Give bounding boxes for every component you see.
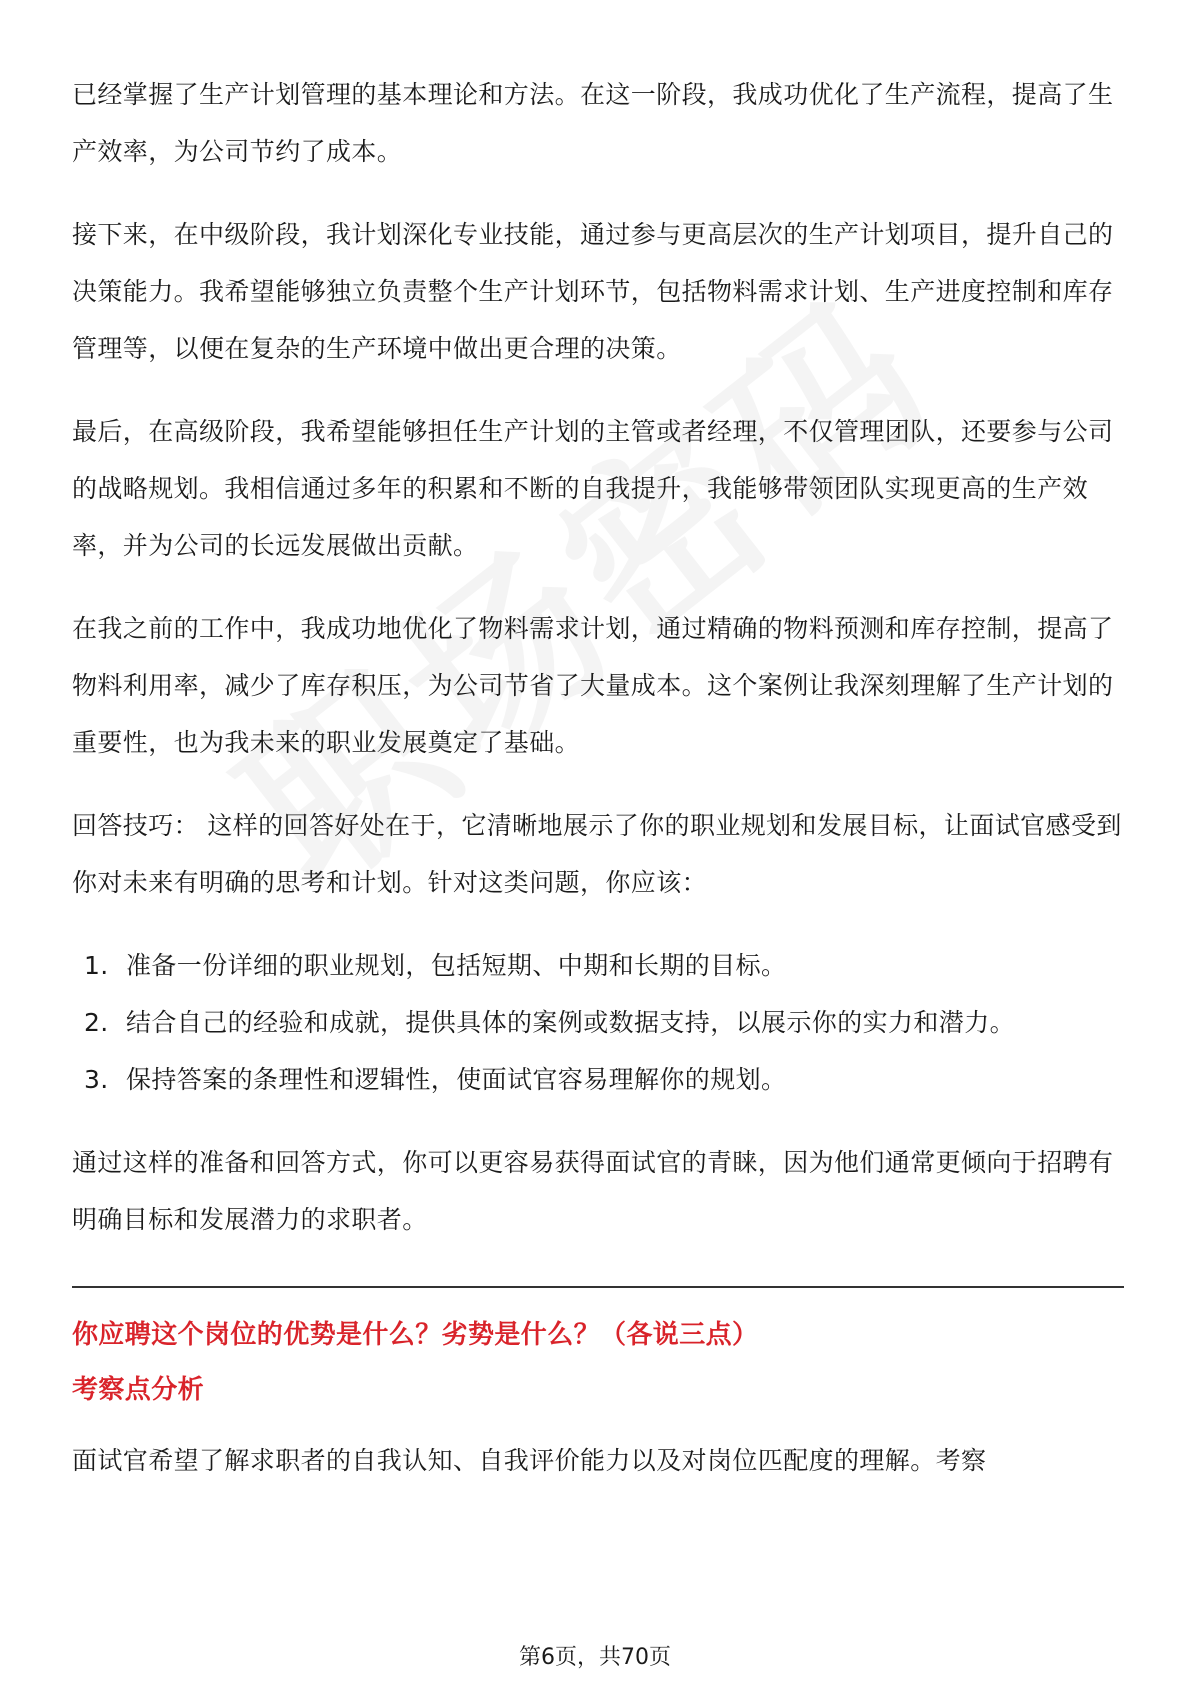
paragraph-analysis-intro: 面试官希望了解求职者的自我认知、自我评价能力以及对岗位匹配度的理解。考察 [72,1446,987,1475]
analysis-subheading: 考察点分析 [72,1375,205,1405]
paragraph-case: 在我之前的工作中，我成功地优化了物料需求计划，通过精确的物料预测和库存控制，提高了物料利用率，减少了库存积压，为公司节省了大量成本。这个案例让我深刻理解了生产计划的重要性，也为我未来的职业发展奠定了基础。 [72,614,1114,757]
list-item [72,937,1124,994]
tips-list [72,937,1124,1108]
paragraph-senior-stage: 最后，在高级阶段，我希望能够担任生产计划的主管或者经理，不仅管理团队，还要参与公司的战略规划。我相信通过多年的积累和不断的自我提升，我能够带领团队实现更高的生产效率，并为公司的长远发展做出贡献。 [72,417,1114,560]
paragraph-answer-tips: 回答技巧： 这样的回答好处在于，它清晰地展示了你的职业规划和发展目标，让面试官感受到你对未来有明确的思考和计划。针对这类问题，你应该： [72,811,1122,897]
page-number: 第6页，共70页 [519,1645,671,1670]
section-divider [72,1286,1124,1288]
paragraph-closing: 通过这样的准备和回答方式，你可以更容易获得面试官的青睐，因为他们通常更倾向于招聘有明确目标和发展潜力的求职者。 [72,1148,1114,1234]
list-number: 1. [84,951,109,980]
list-item [72,994,1124,1051]
question-title: 你应聘这个岗位的优势是什么？劣势是什么？（各说三点） [72,1320,759,1350]
list-text: 结合自己的经验和成就，提供具体的案例或数据支持，以展示你的实力和潜力。 [126,1008,1016,1037]
list-text: 保持答案的条理性和逻辑性，使面试官容易理解你的规划。 [126,1065,787,1094]
document-page [72,66,1124,1515]
list-number: 3. [84,1065,109,1094]
paragraph-early-stage: 已经掌握了生产计划管理的基本理论和方法。在这一阶段，我成功优化了生产流程，提高了生产效率，为公司节约了成本。 [72,80,1114,166]
paragraph-mid-stage: 接下来，在中级阶段，我计划深化专业技能，通过参与更高层次的生产计划项目，提升自己的决策能力。我希望能够独立负责整个生产计划环节，包括物料需求计划、生产进度控制和库存管理等，以便在复杂的生产环境中做出更合理的决策。 [72,220,1114,363]
list-number: 2. [84,1008,109,1037]
list-text: 准备一份详细的职业规划，包括短期、中期和长期的目标。 [126,951,787,980]
list-item [72,1051,1124,1108]
